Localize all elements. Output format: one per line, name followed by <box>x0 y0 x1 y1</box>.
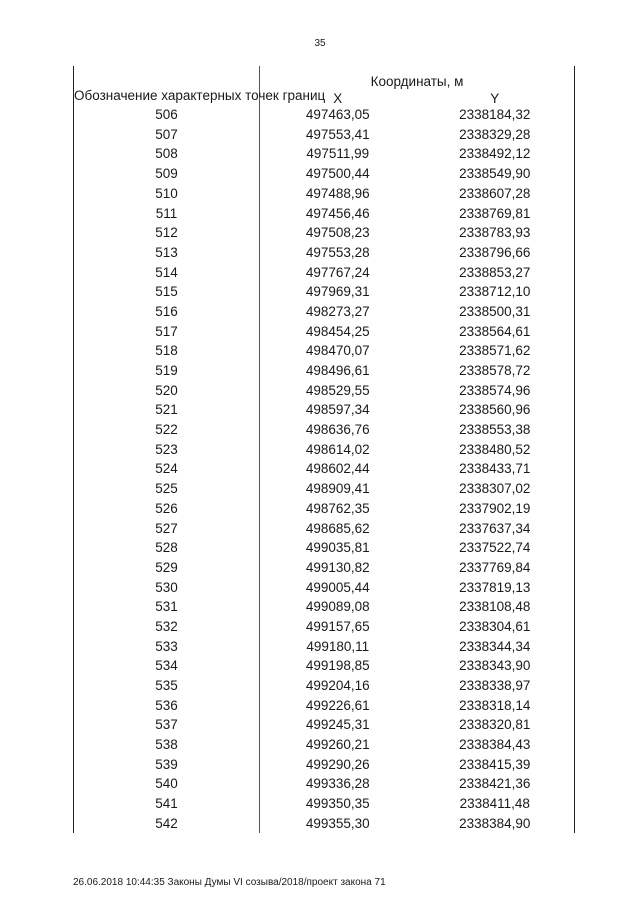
coord-y: 2338500,31 <box>416 302 575 322</box>
point-id: 519 <box>74 361 260 381</box>
table-body <box>74 105 575 833</box>
point-id: 525 <box>74 479 260 499</box>
coord-x: 498597,34 <box>260 400 416 420</box>
table-row <box>74 361 575 381</box>
coord-x: 497456,46 <box>260 203 416 223</box>
table-row <box>74 243 575 263</box>
coord-x: 499198,85 <box>260 656 416 676</box>
point-id: 517 <box>74 322 260 342</box>
point-id: 520 <box>74 381 260 401</box>
point-id: 532 <box>74 617 260 637</box>
coord-y: 2338769,81 <box>416 203 575 223</box>
table-row <box>74 696 575 716</box>
point-id: 508 <box>74 144 260 164</box>
coord-x: 499157,65 <box>260 617 416 637</box>
table-row <box>74 715 575 735</box>
point-id: 538 <box>74 735 260 755</box>
coord-y: 2338560,96 <box>416 400 575 420</box>
coord-x: 499350,35 <box>260 794 416 814</box>
coord-x: 497553,41 <box>260 125 416 145</box>
point-id: 527 <box>74 518 260 538</box>
point-id: 542 <box>74 814 260 834</box>
coord-x: 497969,31 <box>260 282 416 302</box>
point-id: 511 <box>74 203 260 223</box>
coord-y: 2338712,10 <box>416 282 575 302</box>
table-row <box>74 105 575 125</box>
point-id: 531 <box>74 597 260 617</box>
table-row <box>74 637 575 657</box>
coord-y: 2338433,71 <box>416 459 575 479</box>
coord-x: 499089,08 <box>260 597 416 617</box>
coord-x: 497553,28 <box>260 243 416 263</box>
coord-x: 498602,44 <box>260 459 416 479</box>
table-row <box>74 400 575 420</box>
table-row <box>74 735 575 755</box>
header-point-designation: Обозначение характерных точек границ <box>74 66 260 105</box>
table-row <box>74 341 575 361</box>
header-coordinates: Координаты, м <box>260 66 575 89</box>
table-row <box>74 597 575 617</box>
coord-x: 498470,07 <box>260 341 416 361</box>
point-id: 539 <box>74 755 260 775</box>
coord-y: 2338480,52 <box>416 440 575 460</box>
coord-x: 499245,31 <box>260 715 416 735</box>
table-row <box>74 499 575 519</box>
coord-x: 499130,82 <box>260 558 416 578</box>
coord-x: 498909,41 <box>260 479 416 499</box>
coord-x: 499180,11 <box>260 637 416 657</box>
header-y: Y <box>416 89 575 105</box>
coord-y: 2338108,48 <box>416 597 575 617</box>
coord-y: 2338384,43 <box>416 735 575 755</box>
table-row <box>74 794 575 814</box>
coord-y: 2338415,39 <box>416 755 575 775</box>
coord-x: 498762,35 <box>260 499 416 519</box>
coord-y: 2338578,72 <box>416 361 575 381</box>
coord-x: 499355,30 <box>260 814 416 834</box>
point-id: 529 <box>74 558 260 578</box>
coord-x: 499226,61 <box>260 696 416 716</box>
coord-x: 498496,61 <box>260 361 416 381</box>
table-row <box>74 203 575 223</box>
footer-stamp: 26.06.2018 10:44:35 Законы Думы VI созыва/2018/проект закона 71 <box>73 877 386 888</box>
coord-y: 2337522,74 <box>416 538 575 558</box>
table-row <box>74 814 575 834</box>
coord-x: 497508,23 <box>260 223 416 243</box>
point-id: 530 <box>74 578 260 598</box>
table-row <box>74 223 575 243</box>
table-row <box>74 558 575 578</box>
coord-y: 2338344,34 <box>416 637 575 657</box>
coord-y: 2337902,19 <box>416 499 575 519</box>
point-id: 521 <box>74 400 260 420</box>
point-id: 515 <box>74 282 260 302</box>
table-row <box>74 125 575 145</box>
table-row <box>74 144 575 164</box>
coord-y: 2338492,12 <box>416 144 575 164</box>
table-row <box>74 322 575 342</box>
point-id: 533 <box>74 637 260 657</box>
coord-x: 498614,02 <box>260 440 416 460</box>
coord-x: 499260,21 <box>260 735 416 755</box>
coord-y: 2338318,14 <box>416 696 575 716</box>
header-x: X <box>260 89 416 105</box>
point-id: 516 <box>74 302 260 322</box>
coord-y: 2338571,62 <box>416 341 575 361</box>
point-id: 541 <box>74 794 260 814</box>
table-row <box>74 282 575 302</box>
coord-x: 498529,55 <box>260 381 416 401</box>
table-row <box>74 538 575 558</box>
coord-y: 2337769,84 <box>416 558 575 578</box>
point-id: 506 <box>74 105 260 125</box>
coordinates-table <box>73 66 575 833</box>
point-id: 536 <box>74 696 260 716</box>
coord-y: 2338411,48 <box>416 794 575 814</box>
coord-y: 2338329,28 <box>416 125 575 145</box>
point-id: 512 <box>74 223 260 243</box>
point-id: 507 <box>74 125 260 145</box>
table-row <box>74 420 575 440</box>
table-row <box>74 479 575 499</box>
point-id: 528 <box>74 538 260 558</box>
coord-y: 2338783,93 <box>416 223 575 243</box>
table-row <box>74 774 575 794</box>
coord-y: 2338343,90 <box>416 656 575 676</box>
coord-x: 497488,96 <box>260 184 416 204</box>
coord-y: 2338421,36 <box>416 774 575 794</box>
coord-y: 2338796,66 <box>416 243 575 263</box>
coord-y: 2338320,81 <box>416 715 575 735</box>
table-row <box>74 617 575 637</box>
coord-x: 498685,62 <box>260 518 416 538</box>
coord-x: 498273,27 <box>260 302 416 322</box>
coord-y: 2338338,97 <box>416 676 575 696</box>
coord-x: 499035,81 <box>260 538 416 558</box>
point-id: 523 <box>74 440 260 460</box>
coord-x: 497463,05 <box>260 105 416 125</box>
coord-y: 2338307,02 <box>416 479 575 499</box>
point-id: 540 <box>74 774 260 794</box>
point-id: 524 <box>74 459 260 479</box>
coord-x: 498636,76 <box>260 420 416 440</box>
coord-x: 498454,25 <box>260 322 416 342</box>
coord-y: 2338184,32 <box>416 105 575 125</box>
point-id: 509 <box>74 164 260 184</box>
table-row <box>74 164 575 184</box>
table-row <box>74 459 575 479</box>
coord-x: 499005,44 <box>260 578 416 598</box>
coord-x: 499204,16 <box>260 676 416 696</box>
table-row <box>74 755 575 775</box>
coord-y: 2338564,61 <box>416 322 575 342</box>
table-row <box>74 676 575 696</box>
table-row <box>74 184 575 204</box>
coord-x: 499336,28 <box>260 774 416 794</box>
point-id: 522 <box>74 420 260 440</box>
coord-y: 2338549,90 <box>416 164 575 184</box>
coord-x: 497767,24 <box>260 263 416 283</box>
table-row <box>74 518 575 538</box>
point-id: 534 <box>74 656 260 676</box>
coord-y: 2338304,61 <box>416 617 575 637</box>
point-id: 518 <box>74 341 260 361</box>
coord-y: 2338574,96 <box>416 381 575 401</box>
coord-x: 499290,26 <box>260 755 416 775</box>
table-row <box>74 578 575 598</box>
table-row <box>74 302 575 322</box>
table-row <box>74 381 575 401</box>
table-row <box>74 263 575 283</box>
coord-y: 2337637,34 <box>416 518 575 538</box>
coord-y: 2338607,28 <box>416 184 575 204</box>
page-number: 35 <box>314 38 326 49</box>
table-row <box>74 656 575 676</box>
coord-x: 497500,44 <box>260 164 416 184</box>
coord-y: 2338853,27 <box>416 263 575 283</box>
point-id: 513 <box>74 243 260 263</box>
table-row <box>74 440 575 460</box>
coord-x: 497511,99 <box>260 144 416 164</box>
point-id: 510 <box>74 184 260 204</box>
point-id: 526 <box>74 499 260 519</box>
point-id: 514 <box>74 263 260 283</box>
coord-y: 2337819,13 <box>416 578 575 598</box>
point-id: 535 <box>74 676 260 696</box>
coord-y: 2338384,90 <box>416 814 575 834</box>
coord-y: 2338553,38 <box>416 420 575 440</box>
point-id: 537 <box>74 715 260 735</box>
